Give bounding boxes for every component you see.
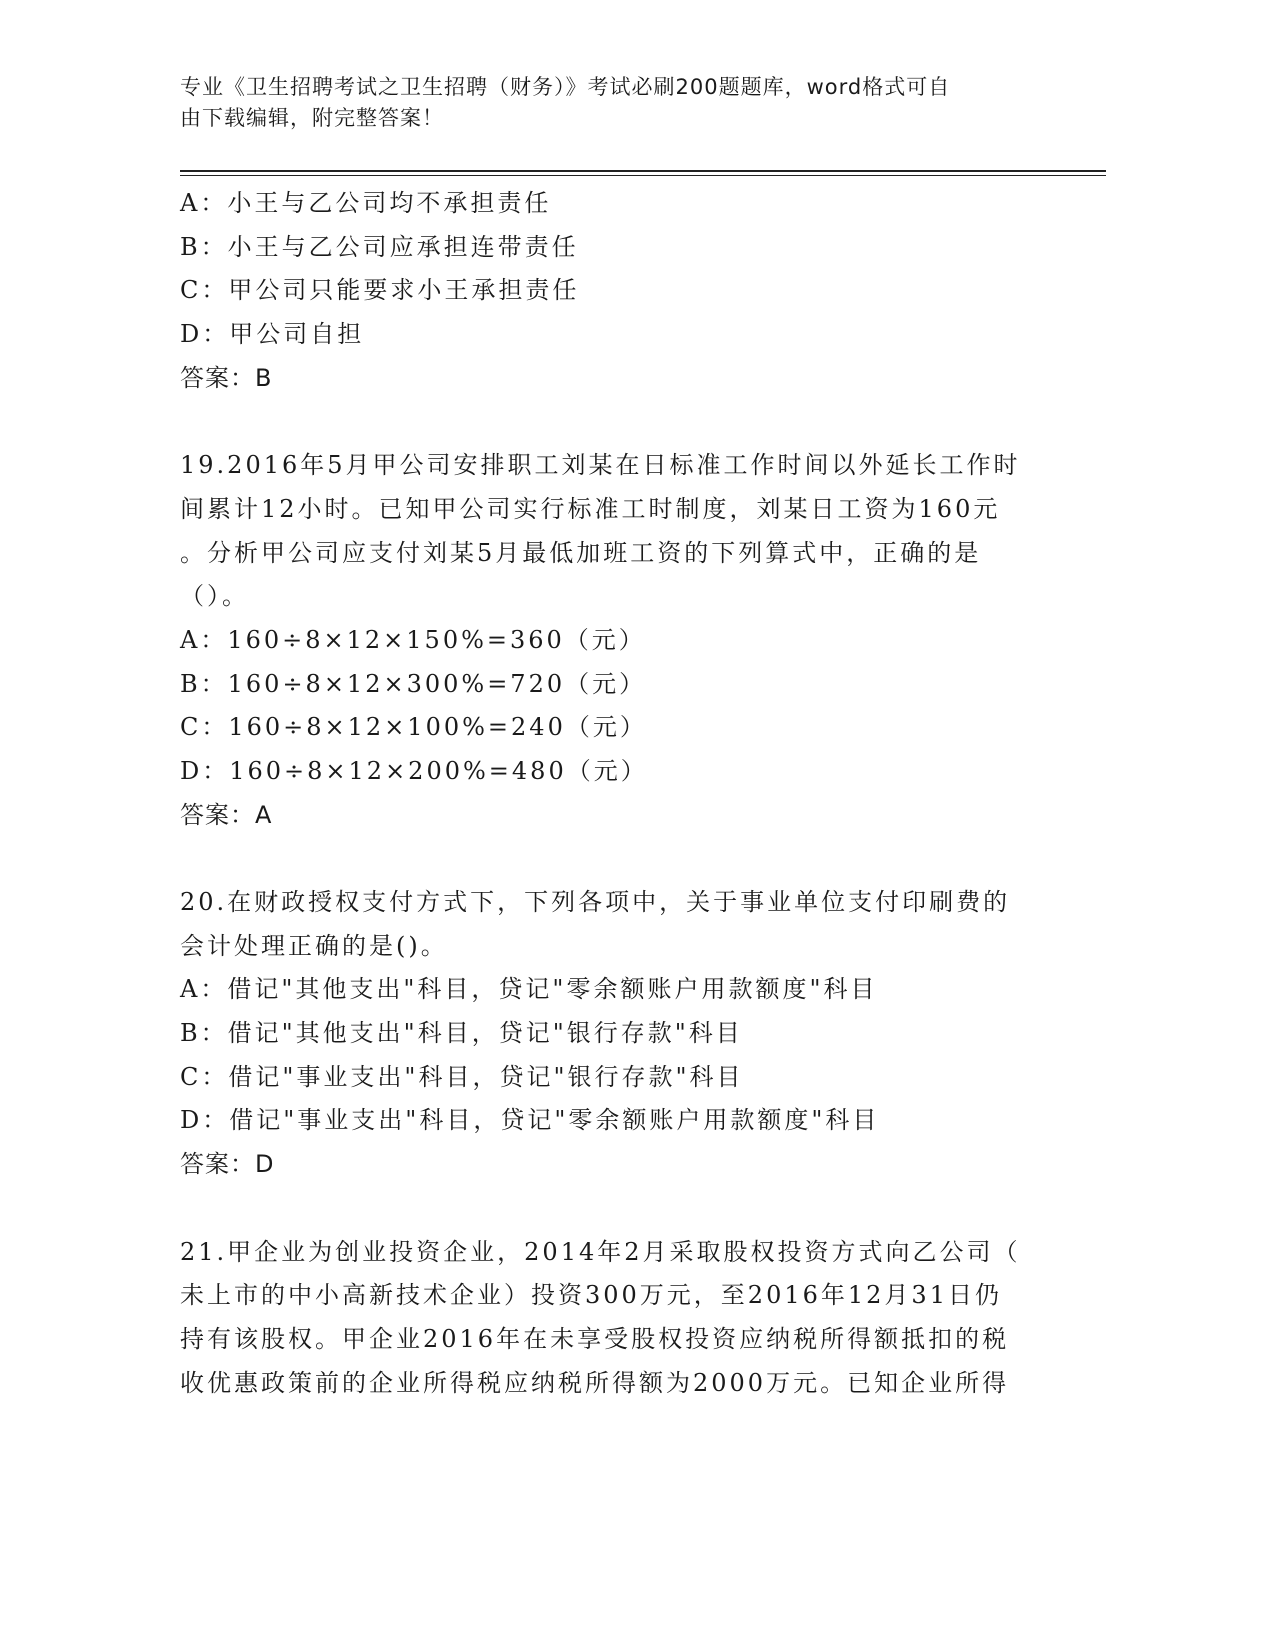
question-content (180, 182, 1060, 1405)
question-18 (180, 182, 1060, 400)
option-c: C：甲公司只能要求小王承担责任 (180, 276, 580, 305)
header-rule-thick (180, 170, 1106, 172)
spacer (180, 837, 1060, 881)
question-text-line: 会计处理正确的是()。 (180, 931, 448, 960)
option-b: B：160÷8×12×300%=720（元） (180, 669, 647, 698)
question-text-line: 21.甲企业为创业投资企业，2014年2月采取股权投资方式向乙公司（ (180, 1237, 1021, 1266)
document-header (180, 72, 1030, 134)
option-a: A：借记"其他支出"科目，贷记"零余额账户用款额度"科目 (180, 975, 878, 1004)
option-d: D：借记"事业支出"科目，贷记"零余额账户用款额度"科目 (180, 1106, 880, 1135)
question-21 (180, 1231, 1060, 1406)
question-20 (180, 881, 1060, 1187)
question-19 (180, 444, 1060, 837)
question-text-line: （）。 (180, 582, 249, 611)
answer: 答案：B (180, 363, 273, 392)
option-a: A：小王与乙公司均不承担责任 (180, 189, 552, 217)
option-d: D：甲公司自担 (180, 320, 365, 349)
answer: 答案：D (180, 1150, 275, 1179)
header-rule-thin (180, 175, 1106, 176)
question-text-line: 持有该股权。甲企业2016年在未享受股权投资应纳税所得额抵扣的税 (180, 1324, 1010, 1353)
option-b: B：小王与乙公司应承担连带责任 (180, 232, 579, 261)
question-text-line: 收优惠政策前的企业所得税应纳税所得额为2000万元。已知企业所得 (180, 1368, 1010, 1397)
option-c: C：借记"事业支出"科目，贷记"银行存款"科目 (180, 1062, 744, 1091)
option-b: B：借记"其他支出"科目，贷记"银行存款"科目 (180, 1019, 743, 1048)
option-c: C：160÷8×12×100%=240（元） (180, 713, 647, 742)
question-text-line: 。分析甲公司应支付刘某5月最低加班工资的下列算式中，正确的是 (180, 538, 982, 567)
question-text-line: 19.2016年5月甲公司安排职工刘某在日标准工作时间以外延长工作时 (180, 451, 1021, 480)
spacer (180, 400, 1060, 444)
question-text-line: 间累计12小时。已知甲公司实行标准工时制度，刘某日工资为160元 (180, 494, 1001, 523)
question-text-line: 未上市的中小高新技术企业）投资300万元，至2016年12月31日仍 (180, 1281, 1002, 1310)
question-text-line: 20.在财政授权支付方式下，下列各项中，关于事业单位支付印刷费的 (180, 888, 1011, 916)
answer: 答案：A (180, 800, 273, 829)
header-line-2: 由下载编辑，附完整答案！ (180, 106, 444, 130)
option-d: D：160÷8×12×200%=480（元） (180, 756, 648, 785)
option-a: A：160÷8×12×150%=360（元） (180, 625, 646, 654)
spacer (180, 1187, 1060, 1231)
header-line-1: 专业《卫生招聘考试之卫生招聘（财务）》考试必刷200题题库，word格式可自 (180, 75, 951, 99)
